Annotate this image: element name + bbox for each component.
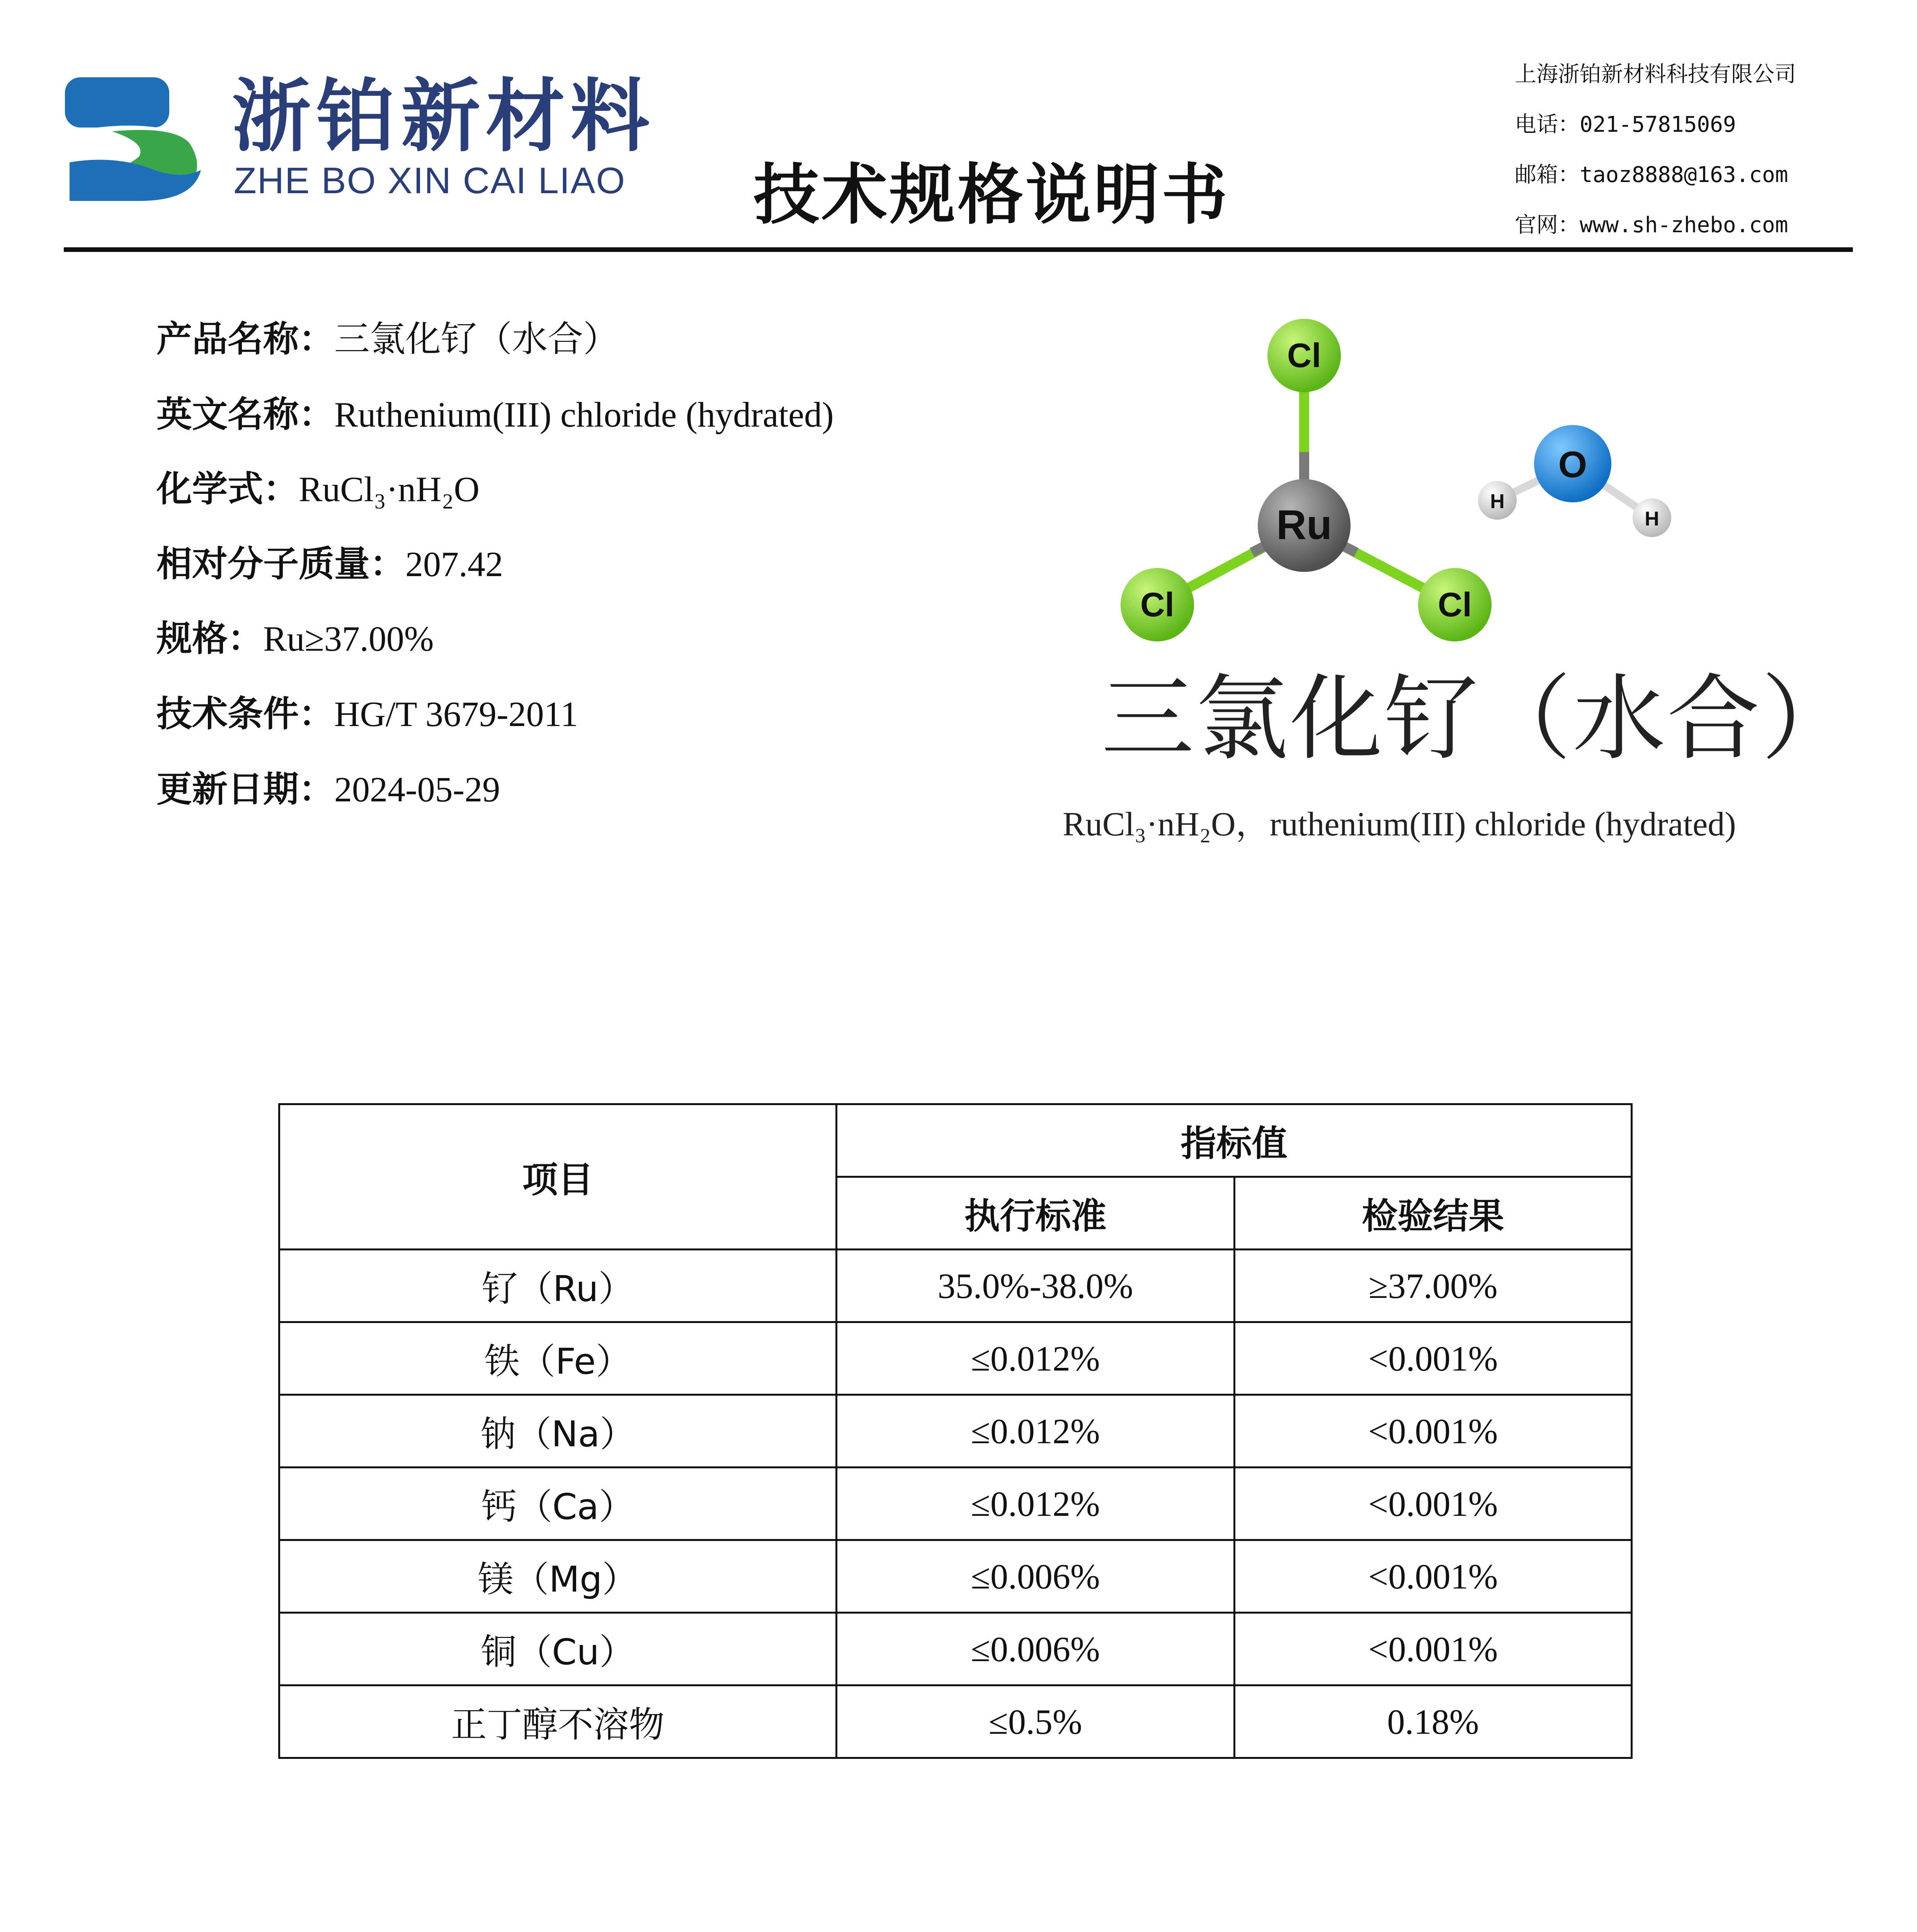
header-result: 检验结果 [1235, 1177, 1632, 1250]
company-full-name: 上海浙铂新材料科技有限公司 [1515, 62, 1796, 87]
atom-label-ru: Ru [1276, 501, 1332, 548]
contact-email [1515, 164, 1788, 186]
table-row [279, 1540, 1632, 1613]
table-row [279, 1322, 1632, 1395]
standard-value: HG/T 3679-2011 [334, 694, 578, 734]
standard-label: 技术条件： [156, 693, 335, 735]
result-cell: 0.18% [1235, 1685, 1632, 1758]
formula-label: 化学式： [156, 468, 299, 510]
standard-row [156, 694, 578, 735]
contact-website [1515, 214, 1788, 236]
standard-cell: ≤0.012% [837, 1468, 1235, 1540]
formula-value: RuCl₃·nH₂O [299, 469, 480, 509]
molecule-illustration [1082, 298, 1778, 665]
result-cell: <0.001% [1235, 1613, 1632, 1685]
result-cell: <0.001% [1235, 1468, 1632, 1540]
english-name-label: 英文名称： [156, 394, 335, 435]
atom-label-cl-right: Cl [1438, 585, 1472, 624]
formula-row [156, 469, 480, 510]
table-row [279, 1468, 1632, 1540]
item-cell: 镁（Mg） [279, 1540, 837, 1613]
atom-label-cl-left: Cl [1140, 585, 1174, 624]
spec-row [156, 618, 434, 660]
molecular-weight-value: 207.42 [405, 544, 503, 584]
header-divider [64, 247, 1853, 252]
document-title: 技术规格说明书 [754, 157, 1230, 233]
item-cell: 钠（Na） [279, 1395, 837, 1468]
item-cell: 钙（Ca） [279, 1468, 837, 1540]
atom-label-h-left: H [1490, 490, 1505, 513]
phone-label: 电话： [1515, 112, 1580, 137]
website-value[interactable]: www.sh-zhebo.com [1580, 213, 1788, 238]
standard-cell: ≤0.012% [837, 1395, 1235, 1468]
atom-label-cl-top: Cl [1287, 336, 1321, 374]
molecule-structure-icon [1082, 298, 1778, 665]
standard-cell: ≤0.012% [837, 1322, 1235, 1395]
update-date-row [156, 769, 500, 810]
result-cell: ≥37.00% [1235, 1250, 1632, 1322]
english-name-row [156, 394, 834, 435]
table-row [279, 1613, 1632, 1685]
spec-label: 规格： [156, 618, 264, 659]
item-cell: 钌（Ru） [279, 1250, 837, 1322]
website-label: 官网： [1515, 213, 1580, 238]
contact-phone [1515, 114, 1736, 136]
standard-cell: ≤0.006% [837, 1613, 1235, 1685]
phone-value: 021-57815069 [1580, 112, 1736, 137]
atom-label-h-right: H [1645, 508, 1659, 530]
logo-icon [62, 73, 213, 205]
company-logo [62, 73, 213, 205]
english-name-value: Ruthenium(III) chloride (hydrated) [334, 395, 834, 434]
standard-cell: 35.0%-38.0% [837, 1250, 1235, 1322]
header-index-value: 指标值 [837, 1104, 1632, 1177]
result-cell: <0.001% [1235, 1395, 1632, 1468]
standard-cell: ≤0.5% [837, 1685, 1235, 1758]
company-name-cn: 浙铂新材料 [232, 71, 655, 163]
product-name-row [156, 319, 619, 360]
item-cell: 铜（Cu） [279, 1613, 837, 1685]
update-date-value: 2024-05-29 [334, 770, 500, 809]
molecule-name: 三氯化钌（水合） [1101, 665, 1856, 773]
table-row [279, 1685, 1632, 1758]
product-name-value: 三氯化钌（水合） [334, 318, 619, 360]
item-cell: 铁（Fe） [279, 1322, 837, 1395]
email-label: 邮箱： [1515, 162, 1580, 187]
result-cell: <0.001% [1235, 1540, 1632, 1613]
standard-cell: ≤0.006% [837, 1540, 1235, 1613]
company-name-en: ZHE BO XIN CAI LIAO [234, 160, 626, 201]
item-cell: 正丁醇不溶物 [279, 1685, 837, 1758]
result-cell: <0.001% [1235, 1322, 1632, 1395]
product-name-label: 产品名称： [156, 318, 335, 360]
email-value[interactable]: taoz8888@163.com [1580, 162, 1788, 187]
header-item: 项目 [279, 1104, 837, 1250]
atom-label-o: O [1558, 444, 1587, 485]
molecular-weight-label: 相对分子质量： [156, 543, 406, 585]
table-row [279, 1250, 1632, 1322]
spec-value: Ru≥37.00% [263, 619, 434, 658]
molecule-formula-caption: RuCl₃·nH₂O，ruthenium(III) chloride (hydrated) [1063, 806, 1736, 843]
header-standard: 执行标准 [837, 1177, 1235, 1250]
update-date-label: 更新日期： [156, 769, 335, 810]
specification-table [278, 1103, 1633, 1759]
molecular-weight-row [156, 544, 503, 585]
table-body [279, 1250, 1632, 1758]
table-row [279, 1395, 1632, 1468]
